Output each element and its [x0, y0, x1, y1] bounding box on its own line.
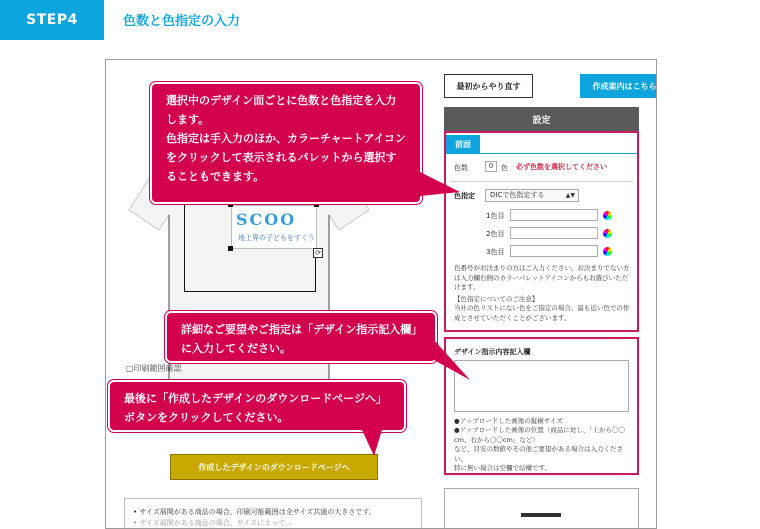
rotate-icon[interactable]: ⟳ — [313, 248, 323, 258]
color-count-input[interactable]: 0 — [485, 161, 497, 172]
design-instruction-textarea[interactable] — [454, 360, 629, 412]
color-palette-icon[interactable] — [603, 247, 612, 256]
front-settings-box — [444, 131, 639, 332]
color2-label: 2色目 — [486, 230, 505, 238]
minus-icon — [521, 513, 561, 517]
color-count-hint: 必ず色数を選択してください — [516, 163, 607, 171]
design-instruction-label: デザイン指示内容記入欄 — [454, 348, 531, 356]
color-palette-icon[interactable] — [603, 229, 612, 238]
color-spec-select-value: DICで色指定する — [490, 191, 545, 199]
color1-label: 1色目 — [486, 212, 505, 220]
uploaded-design[interactable] — [231, 205, 317, 249]
color2-input[interactable] — [510, 227, 598, 239]
resize-handle[interactable] — [228, 246, 233, 251]
color-note-body: 当社の色リストにない色をご指定の場合、最も近い色での作成とさせていただくことがございます。 — [454, 304, 630, 322]
color-count-unit: 色 — [501, 164, 508, 172]
color-count-label: 色数 — [454, 164, 468, 172]
design-help-line: ●アップロードした画像の位置（商品に対し、「上から〇〇cm、右から〇〇cm」など） — [454, 426, 625, 444]
callout-pointer-icon — [362, 430, 386, 458]
notes-box — [124, 498, 422, 529]
callout-download: 最後に「作成したデザインのダウンロードページへ」ボタンをクリックしてください。 — [108, 380, 406, 432]
color3-label: 3色目 — [486, 248, 505, 256]
logo-text: SCOO — [236, 210, 297, 229]
design-help-line: ●アップロードした画像の縦横サイズ — [454, 417, 563, 425]
guide-button[interactable]: 作成案内はこちら — [580, 74, 657, 98]
callout-pointer-icon — [434, 340, 474, 384]
color1-input[interactable] — [510, 209, 598, 221]
logo-subtext: 地上界の子どもをすくう — [238, 234, 315, 242]
design-help-line: など、目安の数値やその他ご要望がある場合は入力ください。 — [454, 445, 623, 463]
callout-pointer-icon — [420, 170, 462, 200]
lower-panel-box — [444, 488, 639, 529]
step-tag: STEP4 — [0, 0, 104, 40]
notes-line: • サイズ展開がある商品の場合、印刷可能範囲は全サイズ共通の大きさです。 — [133, 508, 376, 516]
chevron-down-icon: ▲▼ — [565, 192, 575, 199]
tab-front[interactable]: 前面 — [446, 135, 480, 153]
settings-header: 設定 — [444, 107, 639, 131]
restart-button[interactable]: 最初からやり直す — [444, 74, 533, 98]
color-palette-icon[interactable] — [603, 211, 612, 220]
print-area-check[interactable]: ▢印刷範囲確認 — [126, 364, 182, 373]
color-help-text: 色番号がお決まりの方はご入力ください。お決まりでない方は入力欄右側のカラーパレットアイコンからもお選びいただけます。 — [454, 264, 630, 291]
design-help-line: 特に無い場合は空欄で結構です。 — [454, 464, 551, 472]
color3-input[interactable] — [510, 245, 598, 257]
divider — [450, 181, 633, 182]
color-spec-label: 色指定 — [454, 192, 475, 200]
callout-color-input: 選択中のデザイン面ごとに色数と色指定を入力します。 色指定は手入力のほか、カラーチャートアイコンをクリックして表示されるパレットから選択することもできます。 — [150, 82, 422, 204]
callout-design-notes: 詳細なご要望やご指定は「デザイン指示記入欄」に入力してください。 — [165, 311, 437, 363]
notes-line: • サイズ展開がある商品の場合、サイズによって... — [133, 519, 292, 527]
tab-underline — [446, 153, 637, 154]
color-spec-select[interactable] — [485, 189, 579, 202]
step-title: 色数と色指定の入力 — [123, 14, 241, 29]
color-note-title: 【色指定についてのご注意】 — [454, 295, 539, 303]
download-page-button[interactable]: 作成したデザインのダウンロードページへ — [170, 454, 378, 480]
